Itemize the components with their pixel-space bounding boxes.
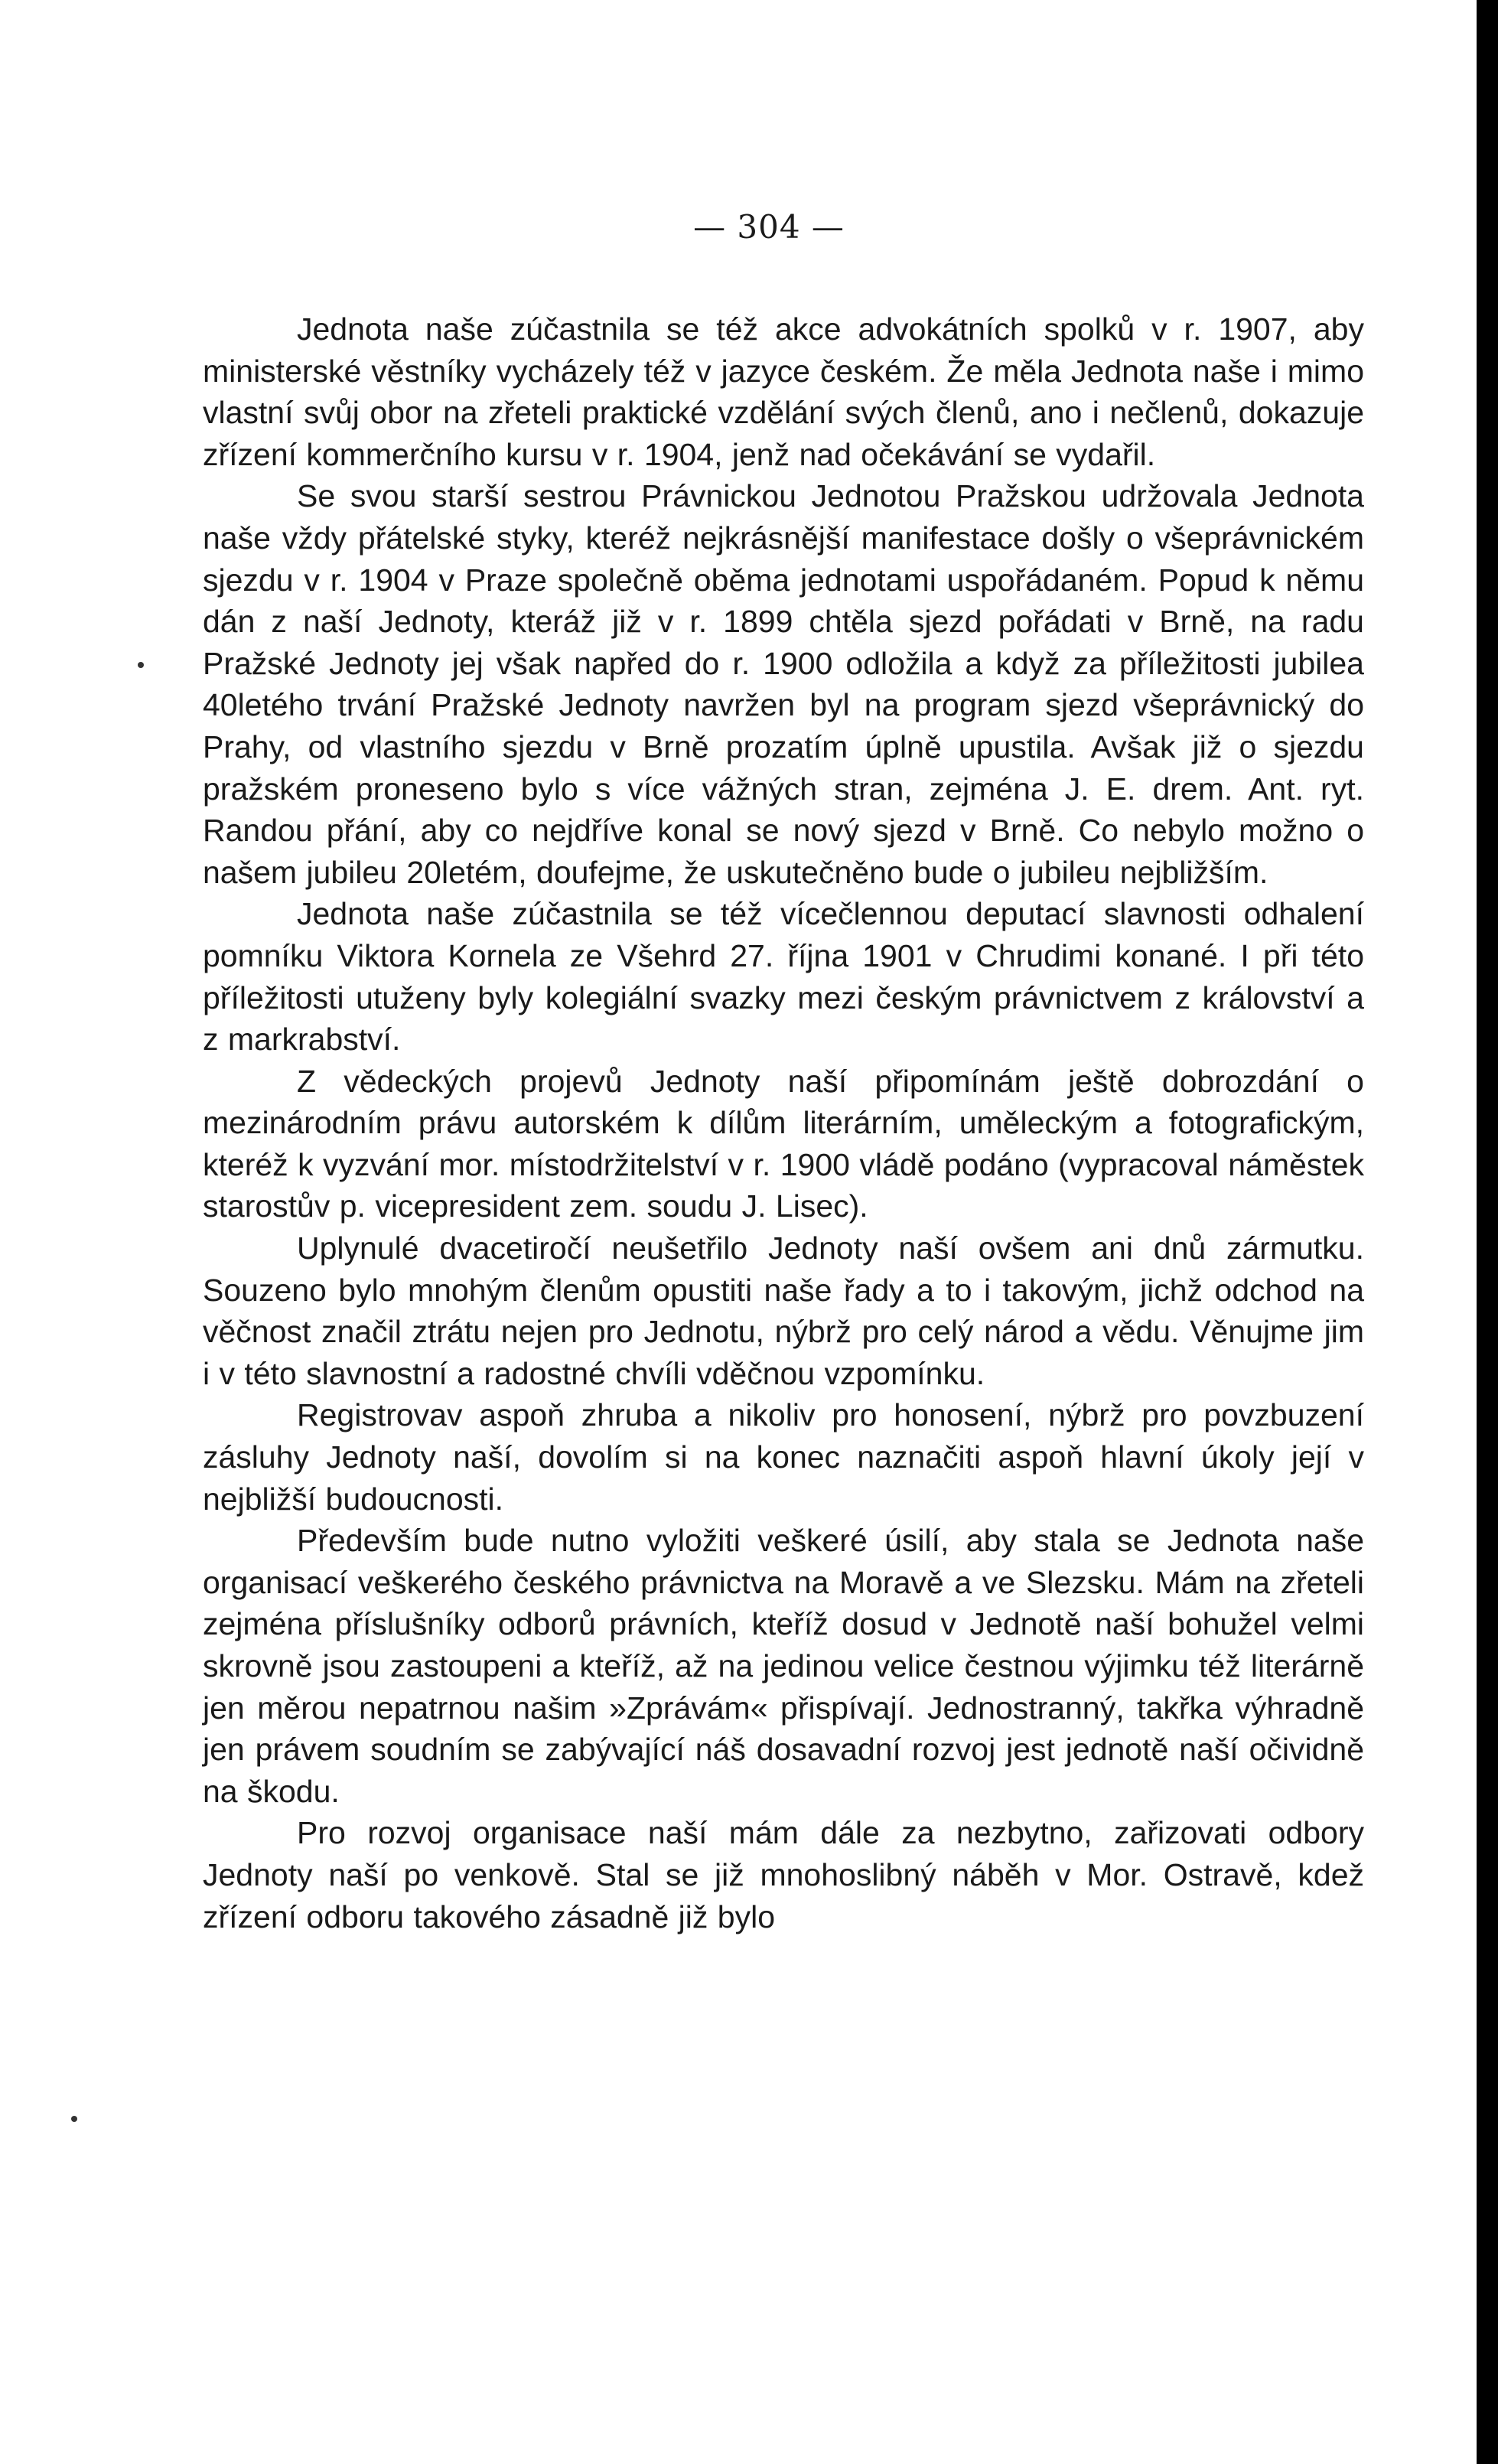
paragraph: Registrovav aspoň zhruba a nikoliv pro honosení, nýbrž pro povzbuzení zásluhy Jednoty naší, dovolím si na konec naznačiti aspoň hlavní úkoly její v nejbližší budoucnosti.: [203, 1397, 1364, 1517]
paragraph: Pro rozvoj organisace naší mám dále za nezbytno, zařizovati odbory Jednoty naší po venkově. Stal se již mnohoslibný náběh v Mor. Ostravě, kdež zřízení odboru takového zásadně již bylo: [203, 1815, 1364, 1934]
paragraph: Se svou starší sestrou Právnickou Jednotou Pražskou udržovala Jednota naše vždy přátelské styky, kteréž nejkrásnější manifestace došly o všeprávnickém sjezdu v r. 1904 v Praze společně oběma jednotami uspořádaném. Popud k němu dán z naší Jednoty, kteráž již v r. 1899 chtěla sjezd pořádati v Brně, na radu Pražské Jednoty jej však napřed do r. 1900 odložila a když za příležitosti jubilea 40letého trvání Pražské Jednoty navržen byl na program sjezd všeprávnický do Prahy, od vlastního sjezdu v Brně prozatím úplně upustila. Avšak již o sjezdu pražském proneseno bylo s více vážných stran, zejména J. E. drem. Ant. ryt. Randou přání, aby co nejdříve konal se nový sjezd v Brně. Co nebylo možno o našem jubileu 20letém, doufejme, že uskutečněno bude o jubileu nejbližším.: [203, 478, 1364, 890]
paragraph: Jednota naše zúčastnila se též vícečlennou deputací slavnosti odhalení pomníku Viktora Kornela ze Všehrd 27. října 1901 v Chrudimi konané. I při této příležitosti utuženy byly kolegiální svazky mezi českým právnictvem z království a z markrabství.: [203, 896, 1364, 1058]
paragraph: Z vědeckých projevů Jednoty naší připomínám ještě dobrozdání o mezinárodním právu autorském k dílům literárním, uměleckým a fotografickým, kteréž k vyzvání mor. místodržitelství v r. 1900 vládě podáno (vypracoval náměstek starostův p. vicepresident zem. soudu J. Lisec).: [203, 1063, 1364, 1224]
body-text: [203, 308, 1364, 1938]
paragraph: Jednota naše zúčastnila se též akce advokátních spolků v r. 1907, aby ministerské věstníky vycházely též v jazyce českém. Že měla Jednota naše i mimo vlastní svůj obor na zřeteli praktické vzdělání svých členů, ano i nečlenů, dokazuje zřízení kommerčního kursu v r. 1904, jenž nad očekávání se vydařil.: [203, 311, 1364, 472]
page-number: — 304 —: [693, 208, 845, 246]
paragraph: Uplynulé dvacetiročí neušetřilo Jednoty naší ovšem ani dnů zármutku. Souzeno bylo mnohým členům opustiti naše řady a to i takovým, jichž odchod na věčnost značil ztrátu nejen pro Jednotu, nýbrž pro celý národ a vědu. Věnujme jim i v této slavnostní a radostné chvíli vděčnou vzpomínku.: [203, 1230, 1364, 1391]
margin-dot: [138, 662, 144, 668]
margin-dot: [71, 2116, 77, 2122]
paragraph: Především bude nutno vyložiti veškeré úsilí, aby stala se Jednota naše organisací veškerého českého právnictva na Moravě a ve Slezsku. Mám na zřeteli zejména příslušníky odborů právních, kteříž dosud v Jednotě naší bohužel velmi skrovně jsou zastoupeni a kteříž, až na jedinou velice čestnou výjimku též literárně jen měrou nepatrnou našim »Zprávám« přispívají. Jednostranný, takřka výhradně jen právem soudním se zabývající náš dosavadní rozvoj jest jednotě naší očividně na škodu.: [203, 1523, 1364, 1809]
